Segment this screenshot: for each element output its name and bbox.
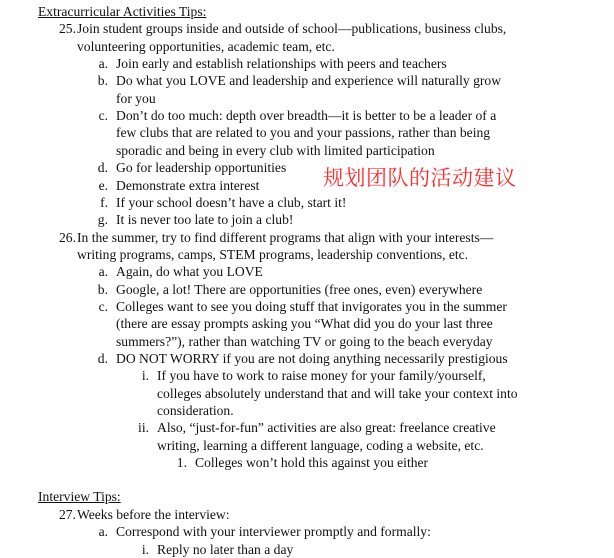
section-heading: Extracurricular Activities Tips: [38, 4, 207, 19]
sub-item-text: few clubs that are related to you and your passions, rather than being [116, 125, 491, 141]
sub-item-text: Demonstrate extra interest [116, 177, 260, 193]
sub-item-label: f. [100, 194, 108, 210]
sub-item-text: Again, do what you LOVE [116, 264, 263, 280]
list-item-text: Weeks before the interview: [77, 506, 230, 522]
sub-item-text: Colleges want to see you doing stuff that invigorates you in the summer [116, 298, 507, 314]
sub-item-text: summers?”), rather than watching TV or going to the beach everyday [116, 333, 493, 349]
sub-item-label: e. [98, 177, 108, 193]
list-item-text: Join student groups inside and outside of school—publications, business clubs, [77, 21, 507, 37]
sub-item-label: a. [98, 264, 108, 280]
sub-item-label: g. [97, 212, 108, 228]
sub-item-text: Go for leadership opportunities [116, 160, 287, 176]
roman-item-text: If you have to work to raise money for your family/yourself, [157, 368, 486, 384]
list-item-label: 25. [59, 21, 76, 37]
sub-item-text: sporadic and being in every club with limited participation [116, 142, 435, 158]
sub-item-label: d. [97, 351, 108, 366]
roman-item-label: i. [141, 541, 149, 557]
sub-item-label: b. [97, 73, 108, 89]
roman-item-text: colleges absolutely understand that and will take your context into [157, 385, 518, 401]
roman-item-text: Also, “just-for-fun” activities are also great: freelance creative [157, 420, 496, 436]
sub-item-label: c. [98, 298, 108, 314]
roman-item-text: writing, learning a different language, coding a website, etc. [157, 437, 484, 453]
numeric-item-label: 1. [176, 455, 187, 471]
list-item-text: writing programs, camps, STEM programs, leadership conventions, etc. [77, 246, 469, 262]
sub-item-text: DO NOT WORRY if you are not doing anything necessarily prestigious [116, 351, 508, 366]
sub-item-label: b. [97, 281, 108, 297]
numeric-item-text: Colleges won’t hold this against you either [195, 455, 429, 471]
sub-item-label: a. [98, 524, 108, 540]
sub-item-text: Do what you LOVE and leadership and experience will naturally grow [116, 73, 502, 89]
sub-item-text: (there are essay prompts asking you “What did you do your last three [116, 316, 493, 332]
sub-item-label: a. [98, 56, 108, 72]
sub-item-text: Google, a lot! There are opportunities (free ones, even) everywhere [116, 281, 483, 297]
list-item-label: 27. [59, 506, 76, 522]
roman-item-label: i. [141, 368, 149, 384]
sub-item-text: Correspond with your interviewer promptly and formally: [116, 524, 431, 540]
roman-item-text: consideration. [157, 403, 234, 419]
roman-item-label: ii. [138, 420, 149, 436]
list-item-text: In the summer, try to find different programs that align with your interests— [77, 229, 494, 245]
sub-item-text: It is never too late to join a club! [116, 212, 294, 228]
sub-item-text: Join early and establish relationships with peers and teachers [116, 56, 447, 72]
sub-item-text: Don’t do too much: depth over breadth—it is better to be a leader of a [116, 108, 497, 124]
sub-item-label: c. [98, 108, 108, 124]
chinese-annotation: 规划团队的活动建议 [323, 166, 517, 190]
sub-item-text: for you [116, 90, 156, 106]
roman-item-text: Reply no later than a day [157, 541, 294, 557]
sub-item-label: d. [97, 160, 108, 176]
list-item-text: volunteering opportunities, academic team, etc. [77, 38, 335, 54]
list-item-label: 26. [59, 229, 76, 245]
sub-item-text: If your school doesn’t have a club, start it! [116, 194, 347, 210]
section-heading: Interview Tips: [38, 489, 121, 505]
